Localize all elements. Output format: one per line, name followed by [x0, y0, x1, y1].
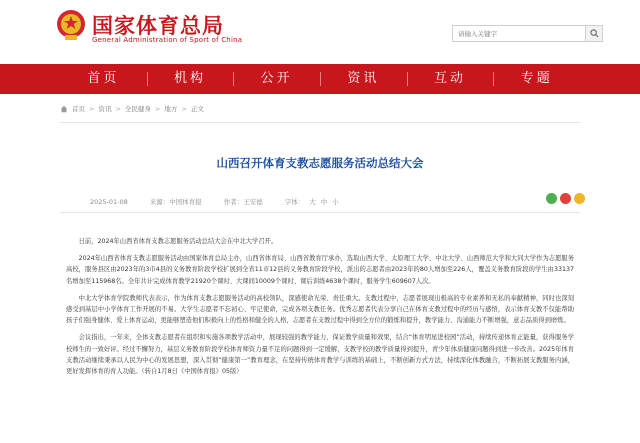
font-size-small[interactable]: 小 [332, 198, 339, 206]
nav-item-interaction[interactable]: 互动 [407, 64, 494, 94]
nav-item-topics[interactable]: 专题 [493, 64, 580, 94]
nav-item-news[interactable]: 资讯 [320, 64, 407, 94]
divider [60, 212, 580, 213]
home-icon [60, 105, 68, 113]
main-nav [0, 64, 640, 94]
search-input[interactable] [452, 25, 586, 42]
site-header [0, 0, 640, 64]
article-title: 山西召开体育支教志愿服务活动总结大会 [216, 156, 424, 170]
search-button[interactable] [586, 25, 603, 42]
article-body [66, 236, 574, 383]
font-size-control [285, 197, 339, 206]
national-emblem-icon[interactable] [56, 8, 86, 42]
article-meta [90, 197, 339, 206]
qzone-icon[interactable] [574, 193, 585, 204]
nav-item-public[interactable]: 公开 [233, 64, 320, 94]
breadcrumb-fitness[interactable]: 全民健身 [124, 105, 151, 113]
site-title[interactable]: 国家体育总局 [92, 14, 224, 38]
wechat-icon[interactable] [546, 193, 557, 204]
weibo-icon[interactable] [560, 193, 571, 204]
breadcrumb-current: 正文 [190, 105, 204, 113]
font-size-label: 字体： [284, 198, 305, 206]
share-buttons [546, 193, 585, 204]
article-paragraph: 中北大学体育学院教师代表表示，作为体育支教志愿服务活动的高校领队，深感使命光荣、责任重大。支教过程中，志愿者展现出极高的专业素养和无私的奉献精神，同时也深刻感受到基层中小学体育工作开展的不易。大学生志愿者不忘初心、牢记使命，完成各项支教任务。优秀志愿者代表分享自己在体育支教过程中的经历与感悟，表示体育支教不仅能帮助孩子们强身健体、爱上体育运动，更能够塑造他们积极向上的性格和健全的人格，志愿者在支教过程中得到全方位的锻炼和提升，教学能力、沟通能力不断增强，意志品质得到磨炼。 [66, 294, 574, 325]
breadcrumb [60, 104, 204, 113]
nav-item-home[interactable]: 首页 [87, 71, 120, 86]
article-paragraph: 会议指出，一年来，全体支教志愿者在组织和实施各项教学活动中，展现较强的教学能力，保证教学质量和效果，结合“体育明星进校园”活动，持续传递体育正能量，获得服务学校师生的一致好评。经过不懈努力，基层义务教育阶段学校体育师资力量不足的问题得到一定缓解，支教学校的教学质量得到提升，青少年体质健康问题得到进一步改善。2025年体育支教活动继续秉承以人民为中心的发展思想，深入贯彻“健康第一”教育理念，在坚持传统体育教学与训练的基础上，不断创新方式方法，持续深化体教融合，不断拓展支教服务内涵，更好发挥体育的育人功能。（转自1月8日《中国体育报》05版） [66, 334, 574, 376]
breadcrumb-local[interactable]: 地方 [164, 105, 178, 113]
article-source: 来源：中国体育报 [149, 198, 202, 206]
breadcrumb-separator: > [154, 104, 161, 113]
site-subtitle: General Administration of Sport of China [92, 36, 243, 44]
article-paragraph: 2024年山西省体育支教志愿服务活动由国家体育总局主办，山西省体育局、山西省教育厅承办，选取山西大学、太原理工大学、中北大学、山西师范大学和大同大学作为志愿服务高校，服务县区由2023年的3市4县的义务教育阶段学校扩展到全省11市12县的义务教育阶段学校，派出的志愿者由2023年的80人增加至226人，覆盖义务教育阶段的学生由33137名增加至115968名。全年共计完成体育教学21920个课时、大课间10009个课时、课后训练4638个课时，服务学生609607人次。 [66, 255, 574, 285]
breadcrumb-home[interactable]: 首页 [72, 105, 85, 113]
breadcrumb-separator: > [89, 104, 95, 113]
nav-item-organization[interactable]: 机构 [147, 64, 234, 94]
article-paragraph: 日前，2024年山西省体育支教志愿服务活动总结大会在中北大学召开。 [78, 238, 278, 245]
article-author: 作者：王安德 [223, 198, 263, 206]
breadcrumb-news[interactable]: 资讯 [98, 105, 112, 113]
breadcrumb-separator: > [181, 104, 187, 113]
divider [60, 122, 580, 123]
breadcrumb-separator: > [115, 104, 121, 113]
font-size-medium[interactable]: 中 [320, 198, 328, 206]
article-date: 2025-01-08 [90, 197, 128, 206]
font-size-large[interactable]: 大 [309, 198, 316, 206]
search-icon [590, 29, 599, 38]
